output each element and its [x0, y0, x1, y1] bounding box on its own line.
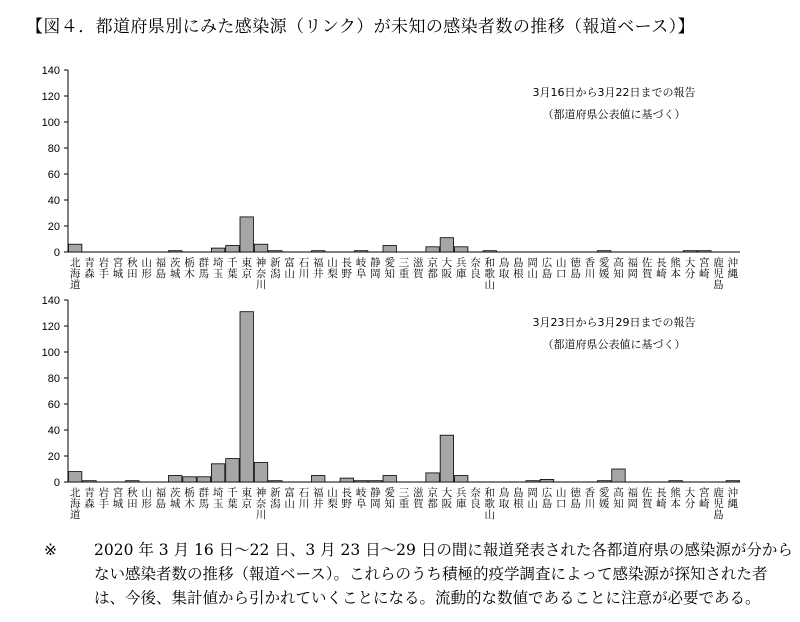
chart-subtitle: （都道府県公表値に基づく） [542, 338, 686, 351]
bar [669, 481, 682, 482]
x-tick-label: 青森 [84, 487, 95, 510]
x-tick-label: 埼玉 [212, 487, 224, 510]
x-tick-label: 長崎 [656, 257, 667, 280]
x-tick-label: 新潟 [270, 487, 281, 510]
x-tick-label: 高知 [613, 257, 624, 280]
x-tick-label: 大阪 [441, 257, 453, 280]
x-tick-label: 北海道 [69, 487, 81, 521]
bar [726, 481, 739, 482]
x-tick-label: 三重 [398, 487, 410, 510]
y-tick-label: 60 [47, 169, 60, 181]
x-tick-label: 鳥取 [498, 257, 510, 280]
bar [354, 251, 367, 252]
bar [597, 481, 610, 482]
x-tick-label: 石川 [298, 487, 310, 510]
x-tick-label: 岩手 [98, 487, 109, 510]
x-tick-label: 栃木 [184, 487, 195, 510]
y-tick-label: 100 [41, 117, 60, 129]
bar [83, 481, 96, 482]
x-tick-label: 長崎 [656, 487, 667, 510]
x-tick-label: 福岡 [627, 257, 639, 280]
x-tick-label: 岩手 [98, 257, 109, 280]
x-tick-label: 秋田 [127, 257, 138, 280]
x-tick-label: 広島 [541, 257, 553, 280]
x-tick-label: 長野 [341, 257, 353, 280]
x-tick-label: 愛知 [384, 487, 395, 510]
x-tick-label: 京都 [427, 487, 438, 510]
bar [426, 473, 439, 482]
footnote-line: は、今後、集計値から引かれていくことになる。流動的な数値であることに注意が必要である。 [94, 589, 761, 607]
x-tick-label: 宮崎 [699, 257, 710, 280]
x-tick-label: 香川 [584, 257, 596, 280]
bar [383, 476, 396, 483]
y-tick-label: 40 [47, 195, 60, 207]
y-tick-label: 20 [47, 221, 60, 233]
x-tick-label: 山形 [141, 257, 152, 280]
bar [240, 217, 253, 252]
bar-chart-mar23-29 [0, 288, 800, 528]
chart-title: 3月16日から3月22日までの報告 [532, 86, 696, 99]
bar [211, 464, 224, 482]
x-tick-label: 北海道 [69, 257, 81, 291]
x-tick-label: 静岡 [370, 257, 381, 280]
x-tick-label: 静岡 [370, 487, 381, 510]
bar [440, 435, 453, 482]
x-tick-label: 群馬 [198, 257, 210, 280]
x-tick-label: 千葉 [227, 487, 238, 510]
bar [169, 476, 182, 483]
x-tick-label: 山梨 [327, 257, 338, 280]
x-tick-label: 兵庫 [455, 487, 467, 510]
y-tick-label: 140 [41, 65, 60, 77]
bar [383, 246, 396, 253]
x-tick-label: 東京 [241, 257, 252, 280]
x-tick-label: 佐賀 [641, 487, 653, 510]
y-tick-label: 120 [41, 91, 60, 103]
x-tick-label: 大分 [684, 257, 696, 280]
x-tick-label: 和歌山 [484, 257, 496, 291]
x-tick-label: 群馬 [198, 487, 210, 510]
bar [254, 463, 267, 483]
bar [240, 312, 253, 482]
y-tick-label: 120 [41, 321, 60, 333]
x-tick-label: 岐阜 [355, 487, 367, 510]
x-tick-label: 石川 [298, 257, 310, 280]
x-tick-label: 兵庫 [455, 257, 467, 280]
x-tick-label: 和歌山 [484, 487, 496, 521]
bar [597, 251, 610, 252]
x-tick-label: 広島 [541, 487, 553, 510]
x-tick-label: 大阪 [441, 487, 453, 510]
x-tick-label: 山口 [556, 257, 567, 280]
x-tick-label: 福島 [155, 487, 167, 510]
chart-title: 3月23日から3月29日までの報告 [532, 316, 696, 329]
bar [68, 244, 81, 252]
y-tick-label: 40 [47, 425, 60, 437]
y-tick-label: 60 [47, 399, 60, 411]
chart-lower [0, 288, 800, 528]
bar [226, 459, 239, 482]
x-tick-label: 岡山 [527, 257, 538, 280]
bar [698, 251, 711, 252]
x-tick-label: 奈良 [470, 487, 481, 510]
x-tick-label: 三重 [398, 257, 410, 280]
bar [169, 251, 182, 252]
x-tick-label: 島根 [513, 257, 524, 280]
x-tick-label: 秋田 [127, 487, 138, 510]
x-tick-label: 埼玉 [212, 257, 224, 280]
x-tick-label: 福井 [312, 257, 324, 280]
x-tick-label: 神奈川 [255, 257, 267, 291]
x-tick-label: 熊本 [670, 487, 681, 510]
x-tick-label: 栃木 [184, 257, 195, 280]
y-tick-label: 100 [41, 347, 60, 359]
x-tick-label: 茨城 [169, 257, 181, 280]
x-tick-label: 青森 [84, 257, 95, 280]
x-tick-label: 岡山 [527, 487, 538, 510]
bar [211, 248, 224, 252]
x-tick-label: 滋賀 [413, 487, 424, 510]
x-tick-label: 佐賀 [641, 257, 653, 280]
x-tick-label: 福井 [312, 487, 324, 510]
x-tick-label: 愛媛 [598, 257, 610, 280]
page-title: 【図４．都道府県別にみた感染源（リンク）が未知の感染者数の推移（報道ベース）】 [26, 17, 695, 37]
x-tick-label: 香川 [584, 487, 596, 510]
bar [126, 481, 139, 482]
bar [612, 469, 625, 482]
bar [454, 247, 467, 252]
x-tick-label: 島根 [513, 487, 524, 510]
x-tick-label: 鳥取 [498, 487, 510, 510]
x-tick-label: 鹿児島 [713, 257, 724, 291]
x-tick-label: 山梨 [327, 487, 338, 510]
x-tick-label: 滋賀 [413, 257, 424, 280]
x-tick-label: 山形 [141, 487, 152, 510]
bar [68, 472, 81, 482]
x-tick-label: 千葉 [227, 257, 238, 280]
x-tick-label: 大分 [684, 487, 696, 510]
bar [426, 247, 439, 252]
x-tick-label: 神奈川 [255, 487, 267, 521]
bar [483, 251, 496, 252]
x-tick-label: 宮崎 [699, 487, 710, 510]
bar-chart-mar16-22 [0, 58, 800, 298]
x-tick-label: 徳島 [570, 257, 581, 280]
chart-subtitle: （都道府県公表値に基づく） [542, 108, 686, 121]
y-tick-label: 80 [47, 373, 60, 385]
y-tick-label: 0 [53, 247, 60, 259]
chart-upper [0, 58, 800, 298]
bar [311, 251, 324, 252]
bar [369, 481, 382, 482]
x-tick-label: 東京 [241, 487, 252, 510]
x-tick-label: 長野 [341, 487, 353, 510]
x-tick-label: 茨城 [169, 487, 181, 510]
bar [526, 481, 539, 482]
x-tick-label: 富山 [284, 257, 295, 280]
footnote-line: 2020 年 3 月 16 日～22 日、3 月 23 日～29 日の間に報道発表された各都道府県の感染源が分から [94, 541, 793, 559]
y-tick-label: 80 [47, 143, 60, 155]
bar [269, 481, 282, 482]
bar [183, 477, 196, 482]
y-tick-label: 20 [47, 451, 60, 463]
x-tick-label: 愛媛 [598, 487, 610, 510]
x-tick-label: 高知 [613, 487, 624, 510]
footnote-line: ない感染者数の推移（報道ベース）。これらのうち積極的疫学調査によって感染源が探知された者 [94, 565, 768, 583]
x-tick-label: 徳島 [570, 487, 581, 510]
y-tick-label: 0 [53, 477, 60, 489]
x-tick-label: 福岡 [627, 487, 639, 510]
bar [226, 246, 239, 253]
footnote-text [76, 538, 793, 610]
x-tick-label: 沖縄 [727, 257, 739, 280]
x-tick-label: 沖縄 [727, 487, 739, 510]
x-tick-label: 奈良 [470, 257, 481, 280]
footnote-mark: ※ [44, 541, 57, 559]
bar [440, 238, 453, 252]
bar [269, 251, 282, 252]
x-tick-label: 新潟 [270, 257, 281, 280]
x-tick-label: 宮城 [112, 487, 124, 510]
y-tick-label: 140 [41, 295, 60, 307]
x-tick-label: 山口 [556, 487, 567, 510]
x-tick-label: 宮城 [112, 257, 124, 280]
bar [683, 251, 696, 252]
x-tick-label: 京都 [427, 257, 438, 280]
bar [340, 478, 353, 482]
bar [311, 476, 324, 483]
bar [197, 477, 210, 482]
bar [254, 244, 267, 252]
x-tick-label: 岐阜 [355, 257, 367, 280]
x-tick-label: 愛知 [384, 257, 395, 280]
bar [454, 476, 467, 483]
bar [354, 481, 367, 482]
x-tick-label: 鹿児島 [713, 487, 724, 521]
x-tick-label: 富山 [284, 487, 295, 510]
bar [540, 479, 553, 482]
x-tick-label: 福島 [155, 257, 167, 280]
x-tick-label: 熊本 [670, 257, 681, 280]
